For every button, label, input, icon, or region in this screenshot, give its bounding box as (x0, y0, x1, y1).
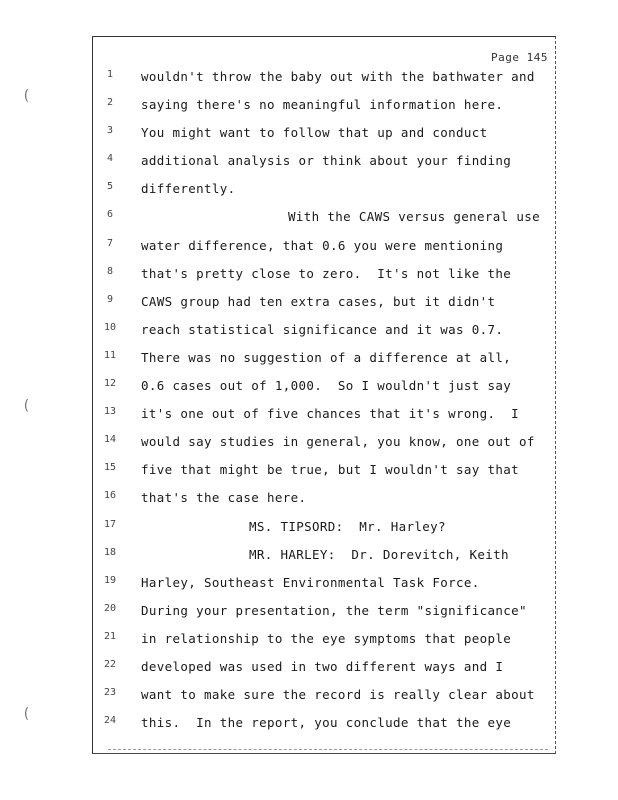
transcript-line: developed was used in two different ways and I (141, 658, 504, 674)
transcript-line: 0.6 cases out of 1,000. So I wouldn't just say (141, 378, 512, 394)
transcript-line: it's one out of five chances that it's wrong. I (141, 406, 520, 422)
line-number: 11 (103, 349, 117, 361)
line-number: 12 (103, 378, 117, 390)
transcript-line: reach statistical significance and it was 0.7. (141, 321, 504, 337)
transcript-line: that's the case here. (141, 490, 307, 506)
line-number: 2 (106, 97, 114, 109)
line-number: 15 (103, 462, 117, 474)
line-number: 20 (103, 602, 117, 614)
transcript-line: There was no suggestion of a difference at all, (141, 349, 512, 365)
line-number: 8 (106, 265, 114, 277)
transcript-line: this. In the report, you conclude that the eye (141, 715, 512, 731)
transcript-line: With the CAWS versus general use (288, 209, 541, 225)
speaker-line: MR. HARLEY: Dr. Dorevitch, Keith (249, 546, 509, 562)
transcript-line: in relationship to the eye symptoms that people (141, 630, 512, 646)
transcript-line: CAWS group had ten extra cases, but it didn't (141, 293, 496, 309)
transcript-line: During your presentation, the term "significance" (141, 602, 527, 618)
transcript-line: Harley, Southeast Environmental Task Force. (141, 574, 480, 590)
transcript-line: You might want to follow that up and conduct (141, 125, 488, 141)
transcript-line: water difference, that 0.6 you were mentioning (141, 237, 504, 253)
line-number: 17 (103, 518, 117, 530)
line-number: 23 (103, 687, 117, 699)
line-number: 14 (103, 434, 117, 446)
speaker-line: MS. TIPSORD: Mr. Harley? (249, 518, 446, 534)
line-number: 18 (103, 546, 117, 558)
line-number: 19 (103, 574, 117, 586)
hole-punch-mark: ( (22, 706, 31, 722)
hole-punch-mark: ( (22, 398, 31, 414)
hole-punch-mark: ( (22, 88, 31, 104)
transcript-line: that's pretty close to zero. It's not like the (141, 265, 512, 281)
transcript-body (141, 64, 561, 738)
transcript-line: additional analysis or think about your finding (141, 153, 512, 169)
line-number: 10 (103, 321, 117, 333)
line-number: 21 (103, 630, 117, 642)
line-number: 1 (106, 69, 114, 80)
transcript-line: would say studies in general, you know, one out of (141, 434, 535, 450)
transcript-line: five that might be true, but I wouldn't say that (141, 462, 520, 478)
line-number: 7 (106, 237, 114, 249)
line-number: 5 (106, 181, 114, 193)
transcript-line: saying there's no meaningful information here. (141, 97, 504, 113)
transcript-line: differently. (141, 181, 236, 197)
line-number: 4 (106, 153, 114, 165)
page-number: Page 145 (491, 51, 548, 64)
line-number-column (98, 64, 122, 738)
line-number: 16 (103, 490, 117, 502)
line-number: 9 (106, 293, 114, 305)
transcript-line: wouldn't throw the baby out with the bathwater and (141, 69, 535, 84)
line-number: 22 (103, 658, 117, 670)
line-number: 13 (103, 406, 117, 418)
footer-rule (108, 747, 548, 750)
line-number: 3 (106, 125, 114, 137)
transcript-line: want to make sure the record is really clear about (141, 687, 535, 703)
line-number: 6 (106, 209, 114, 221)
line-number: 24 (103, 715, 117, 727)
